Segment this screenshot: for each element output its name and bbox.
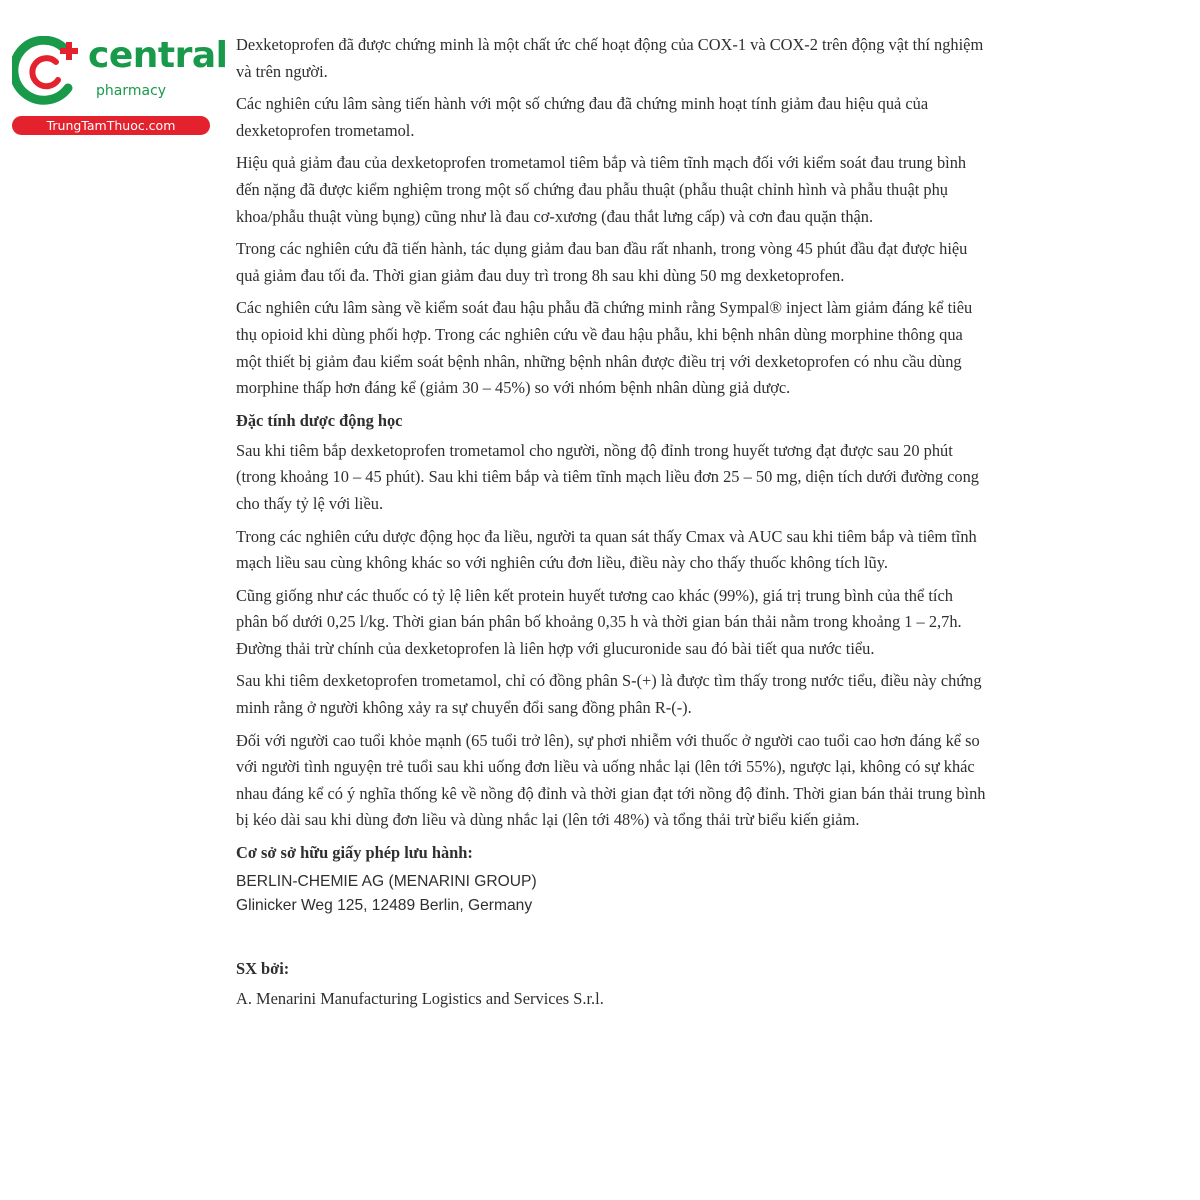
license-holder-heading: Cơ sở sở hữu giấy phép lưu hành: <box>236 843 473 863</box>
paragraph-onset: Trong các nghiên cứu đã tiến hành, tác dụng giảm đau ban đầu rất nhanh, trong vòng 45 phút đầu đạt được hiệu quả giảm đau tối đa. Thời gian giảm đau duy trì trong 8h sau khi dùng 50 mg dexketoprofen. <box>236 239 968 285</box>
paragraph-analgesic-efficacy: Hiệu quả giảm đau của dexketoprofen trometamol tiêm bắp và tiêm tĩnh mạch đối với kiểm soát đau trung bình đến nặng đã được kiểm nghiệm trong một số chứng đau phẫu thuật (phẫu thuật chỉnh hình và phẫu thuật phụ khoa/phẫu thuật vùng bụng) cũng như là đau cơ-xương (đau thắt lưng cấp) và cơn đau quặn thận. <box>236 153 967 226</box>
paragraph-elderly: Đối với người cao tuổi khỏe mạnh (65 tuổi trở lên), sự phơi nhiễm với thuốc ở người cao tuổi cao hơn đáng kể so với người tình nguyện trẻ tuổi sau khi uống đơn liều và uống nhắc lại (lên tới 55%), ngược lại, không có sự khác nhau đáng kể có ý nghĩa thống kê về nồng độ đỉnh và thời gian đạt tới nồng độ đỉnh. Thời gian bán thải trung bình bị kéo dài sau khi dùng đơn liều và dùng nhắc lại (lên tới 48%) và tổng thải trừ biểu kiến giảm. <box>236 730 986 830</box>
license-holder-address: Glinicker Weg 125, 12489 Berlin, Germany <box>236 897 533 915</box>
manufacturer-name: A. Menarini Manufacturing Logistics and Services S.r.l. <box>236 989 604 1009</box>
logo-brand-name: central <box>88 35 228 76</box>
paragraph-distribution: Cũng giống như các thuốc có tỷ lệ liên kết protein huyết tương cao khác (99%), giá trị trung bình của thể tích phân bố dưới 0,25 l/kg. Thời gian bán phân bố khoảng 0,35 h và thời gian bán thải nằm trong khoảng 1 – 2,7h. Đường thải trừ chính của dexketoprofen là liên hợp với glucuronide sau đó bài tiết qua nước tiểu. <box>236 585 962 658</box>
central-pharmacy-logo <box>8 35 228 136</box>
license-holder-name: BERLIN-CHEMIE AG (MENARINI GROUP) <box>236 873 537 891</box>
paragraph-postoperative: Các nghiên cứu lâm sàng về kiểm soát đau hậu phẫu đã chứng minh rằng Sympal® inject làm giảm đáng kể tiêu thụ opioid khi dùng phối hợp. Trong các nghiên cứu về đau hậu phẫu, khi bệnh nhân dùng morphine thông qua một thiết bị giảm đau kiểm soát bệnh nhân, những bệnh nhân được điều trị với dexketoprofen có nhu cầu dùng morphine thấp hơn đáng kể (giảm 30 – 45%) so với nhóm bệnh nhân dùng giả dược. <box>236 298 973 398</box>
logo-website-banner: TrungTamThuoc.com <box>12 116 210 135</box>
paragraph-cox-inhibition: Dexketoprofen đã được chứng minh là một chất ức chế hoạt động của COX-1 và COX-2 trên động vật thí nghiệm và trên người. <box>236 35 984 81</box>
pharmacokinetics-heading: Đặc tính dược động học <box>236 410 403 430</box>
leaflet-text <box>236 32 986 1012</box>
logo-subtitle: pharmacy <box>96 83 167 99</box>
paragraph-enantiomer: Sau khi tiêm dexketoprofen trometamol, chỉ có đồng phân S-(+) là được tìm thấy trong nước tiểu, điều này chứng minh rằng ở người không xảy ra sự chuyển đổi sang đồng phân R-(-). <box>236 671 982 718</box>
paragraph-clinical-studies: Các nghiên cứu lâm sàng tiến hành với một số chứng đau đã chứng minh hoạt tính giảm đau hiệu quả của dexketoprofen trometamol. <box>236 94 929 140</box>
manufacturer-heading: SX bởi: <box>236 959 290 979</box>
pharmacy-cross-logo-icon <box>12 36 88 106</box>
spacer <box>236 918 986 954</box>
paragraph-multiple-dose: Trong các nghiên cứu dược động học đa liều, người ta quan sát thấy Cmax và AUC sau khi tiêm bắp và tiêm tĩnh mạch liều sau cùng không khác so với nghiên cứu đơn liều, điều này cho thấy thuốc không tích lũy. <box>236 526 977 573</box>
paragraph-absorption: Sau khi tiêm bắp dexketoprofen trometamol cho người, nồng độ đỉnh trong huyết tương đạt được sau 20 phút (trong khoảng 10 – 45 phút). Sau khi tiêm bắp và tiêm tĩnh mạch liều đơn 25 – 50 mg, diện tích dưới đường cong cho thấy tỷ lệ với liều. <box>236 440 979 513</box>
